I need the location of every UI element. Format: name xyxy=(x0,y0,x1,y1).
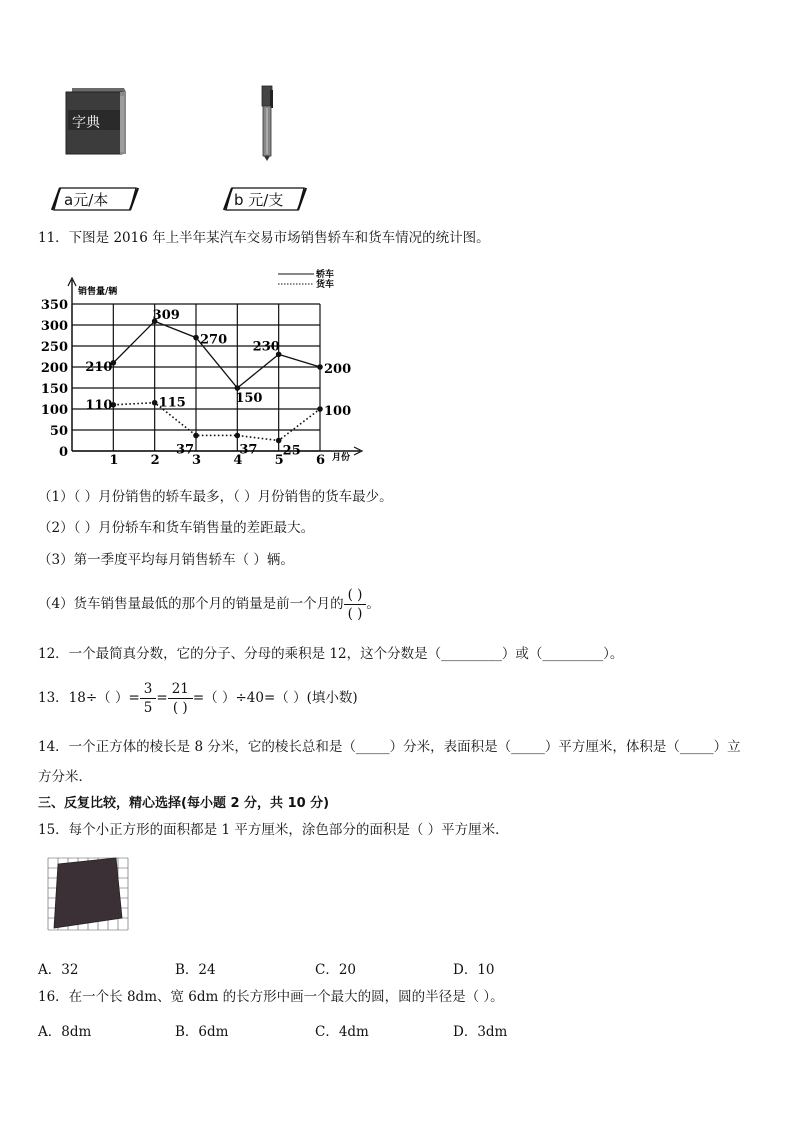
shaded-square-grid xyxy=(46,856,130,934)
y-tick-label: 300 xyxy=(40,319,68,334)
x-tick-label: 2 xyxy=(150,453,160,468)
truck-data-point xyxy=(317,406,323,412)
q13-f2-num: 21 xyxy=(168,680,193,699)
q13-prefix: 13．18÷（ ）= xyxy=(38,690,140,706)
sub4-fraction xyxy=(344,586,367,623)
book-label: 字典 xyxy=(72,115,100,131)
sedan-series-line xyxy=(113,321,320,388)
truck-data-label: 110 xyxy=(85,397,113,413)
sub4-suffix: 。 xyxy=(366,596,380,612)
question-14-line1: 14．一个正方体的棱长是 8 分米，它的棱长总和是（_____）分米，表面积是（_____）平方厘米，体积是（_____）立 xyxy=(38,739,741,755)
x-tick-label: 5 xyxy=(274,453,284,468)
sales-line-chart xyxy=(30,262,380,472)
question-11-sub4 xyxy=(38,586,380,623)
question-12-text: 12．一个最简真分数，它的分子、分母的乘积是 12，这个分数是（_________）或（_________）。 xyxy=(38,646,624,662)
q15-option-d[interactable]: D．10 xyxy=(453,962,495,978)
question-16-text: 16．在一个长 8dm、宽 6dm 的长方形中画一个最大的圆，圆的半径是（ ）。 xyxy=(38,989,504,1005)
truck-series-line xyxy=(113,403,320,441)
q13-fraction-2 xyxy=(168,680,193,717)
q16-option-d[interactable]: D．3dm xyxy=(453,1024,508,1040)
book-price-label: a元/本 xyxy=(64,191,109,209)
truck-data-label: 37 xyxy=(239,442,258,458)
y-tick-label: 0 xyxy=(58,445,68,460)
x-tick-label: 6 xyxy=(316,453,326,468)
legend-label: 轿车 xyxy=(316,270,335,280)
truck-data-point xyxy=(152,400,158,406)
sedan-data-label: 150 xyxy=(235,391,263,406)
sedan-data-label: 270 xyxy=(200,332,228,348)
truck-data-point xyxy=(235,433,241,439)
y-tick-label: 100 xyxy=(40,403,68,418)
question-11-sub3: （3）第一季度平均每月销售轿车（ ）辆。 xyxy=(38,552,294,568)
truck-data-point xyxy=(193,433,199,439)
y-tick-label: 150 xyxy=(40,382,68,397)
q16-option-b[interactable]: B．6dm xyxy=(175,1024,229,1040)
question-11-sub1: （1）（ ）月份销售的轿车最多，（ ）月份销售的货车最少。 xyxy=(38,489,393,505)
x-tick-label: 4 xyxy=(233,453,243,468)
sub4-numerator: ( ) xyxy=(344,586,367,605)
truck-data-label: 25 xyxy=(282,443,301,459)
q13-fraction-1 xyxy=(140,680,157,717)
section-3-title: 三、反复比较，精心选择(每小题 2 分，共 10 分) xyxy=(38,796,330,811)
y-tick-label: 50 xyxy=(49,424,68,439)
y-tick-label: 250 xyxy=(40,340,68,355)
pen-price-label: b 元/支 xyxy=(234,191,284,209)
y-tick-label: 200 xyxy=(40,361,68,376)
sedan-data-label: 309 xyxy=(152,308,180,324)
q15-option-b[interactable]: B．24 xyxy=(175,962,216,978)
sedan-data-point xyxy=(317,364,323,370)
sedan-data-label: 210 xyxy=(85,359,113,375)
y-axis-label: 销售量/辆 xyxy=(78,287,118,297)
sedan-data-label: 200 xyxy=(324,362,352,377)
question-14-line2: 方分米． xyxy=(38,769,92,785)
truck-data-label: 37 xyxy=(176,442,195,458)
q13-equals: = xyxy=(156,690,168,706)
truck-data-label: 115 xyxy=(158,395,186,411)
question-15-text: 15．每个小正方形的面积都是 1 平方厘米，涂色部分的面积是（ ）平方厘米． xyxy=(38,822,509,838)
legend-label: 货车 xyxy=(316,280,335,290)
q16-option-c[interactable]: C．4dm xyxy=(315,1024,369,1040)
question-11-text: 11．下图是 2016 年上半年某汽车交易市场销售轿车和货车情况的统计图。 xyxy=(38,230,490,246)
x-tick-label: 1 xyxy=(109,453,119,468)
q13-f1-num: 3 xyxy=(140,680,157,699)
q15-option-a[interactable]: A．32 xyxy=(38,962,79,978)
question-13 xyxy=(38,680,358,717)
q15-option-c[interactable]: C．20 xyxy=(315,962,357,978)
pen-image xyxy=(256,84,280,162)
q13-f2-den: ( ) xyxy=(172,700,188,716)
x-tick-label: 3 xyxy=(192,453,202,468)
truck-data-label: 100 xyxy=(324,404,352,419)
sub4-prefix: （4）货车销售量最低的那个月的销量是前一个月的 xyxy=(38,596,344,612)
sedan-data-point xyxy=(193,335,199,341)
x-axis-label: 月份 xyxy=(332,453,351,463)
q13-f1-den: 5 xyxy=(143,700,153,716)
question-11-sub2: （2）（ ）月份轿车和货车销售量的差距最大。 xyxy=(38,520,315,536)
q13-suffix: =（ ）÷40=（ ）(填小数) xyxy=(192,690,358,706)
sub4-denominator: ( ) xyxy=(347,606,363,622)
sedan-data-label: 230 xyxy=(252,339,280,355)
y-tick-label: 350 xyxy=(40,298,68,313)
sedan-data-point xyxy=(235,385,241,391)
truck-data-point xyxy=(276,438,282,444)
q16-option-a[interactable]: A．8dm xyxy=(38,1024,92,1040)
